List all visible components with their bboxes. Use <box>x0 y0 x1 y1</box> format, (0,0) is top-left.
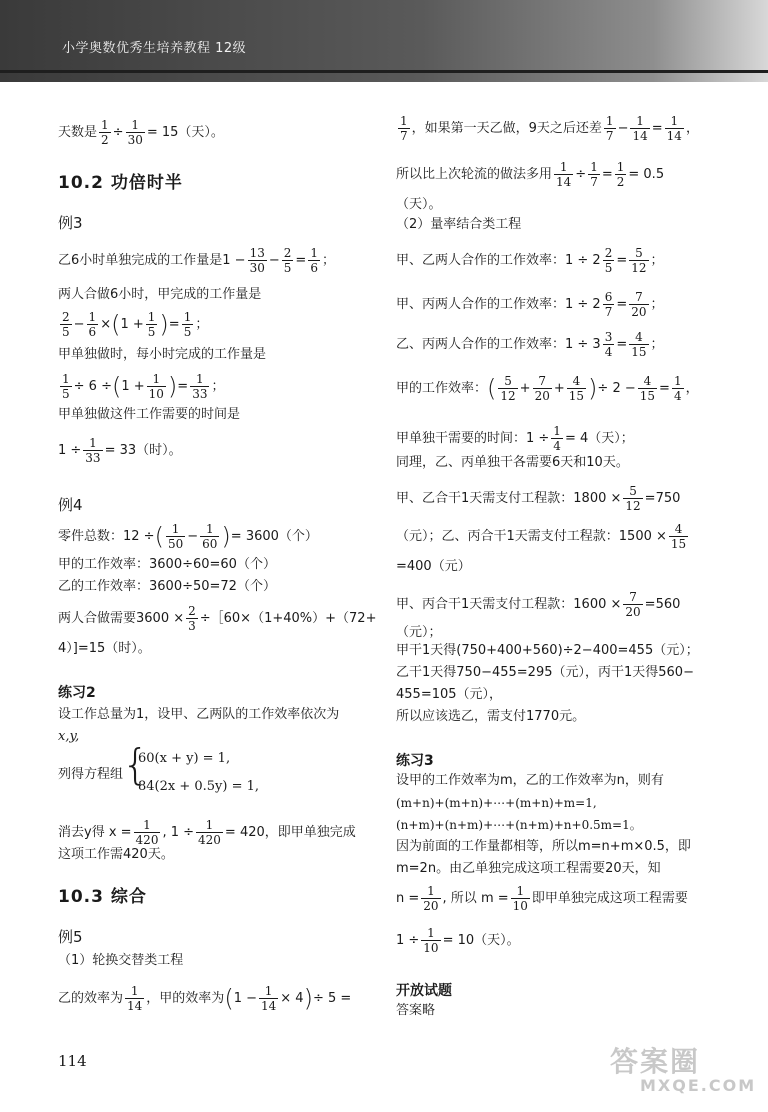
pr2-line-6: 这项工作需420天。 <box>58 847 174 862</box>
ex3-line-1: 乙6小时单独完成的工作量是1 − $\frac{13}{30}$ − $\frac{2}{5}$ = $\frac{1}{6}$ ； <box>58 246 335 275</box>
watermark-url: MXQE.COM <box>640 1076 757 1095</box>
open-question-heading: 开放试题 <box>396 983 452 999</box>
open-question-answer: 答案略 <box>396 1003 436 1018</box>
ex3-line-4: 甲单独做时，每小时完成的工作量是 <box>58 347 267 362</box>
pr3-line-3: (n+m)+(n+m)+⋯+(n+m)+n+0.5m=1。 <box>396 818 642 832</box>
r-line-5: 甲、乙两人合作的工作效率：1 ÷ 2 $\frac{2}{5}$ = $\frac{5}{12}$ ； <box>396 246 664 275</box>
pr2-line-1: 设工作总量为1，设甲、乙两队的工作效率依次为 <box>58 707 340 722</box>
practice-3-heading: 练习3 <box>396 753 434 769</box>
watermark-logo: 答案圈 <box>610 1045 701 1078</box>
r-line-16: 甲干1天得(750+400+560)÷2−400=455（元）； <box>396 643 699 658</box>
r-line-13: =400（元） <box>396 559 471 574</box>
pr3-line-2: (m+n)+(m+n)+⋯+(m+n)+m=1, <box>396 796 597 810</box>
r-line-11: 甲、乙合干1天需支付工程款：1800 × $\frac{5}{12}$ =750 <box>396 484 681 513</box>
pr2-equation-2: 84(2x + 0.5y) = 1, <box>138 779 260 794</box>
r-line-19: 所以应该选乙，需支付1770元。 <box>396 709 586 724</box>
r-line-1: $\frac{1}{7}$ ，如果第一天乙做，9天之后还差 $\frac{1}{7}$ − $\frac{1}{14}$ = $\frac{1}{14}$ ， <box>400 114 699 143</box>
pr2-line-5: 消去y得 x = $\frac{1}{420}$ , 1 ÷ $\frac{1}{420}$ = 420，即甲单独完成 <box>58 818 356 847</box>
r-line-18: 455=105（元）， <box>396 687 503 702</box>
header-band <box>0 0 768 82</box>
ex4-line-4: 两人合做需要3600 × $\frac{2}{3}$ ÷［60×（1+40%）+（72+ <box>58 604 377 633</box>
r-line-4: （2）量率结合类工程 <box>396 217 522 232</box>
example-3-heading: 例3 <box>58 214 83 232</box>
pr3-line-7: 1 ÷ $\frac{1}{10}$ = 10（天）。 <box>396 926 520 955</box>
section-10-3-heading: 10.3 综合 <box>58 887 147 907</box>
r-line-10: 同理，乙、丙单独干各需要6天和10天。 <box>396 455 629 470</box>
book-title: 小学奥数优秀生培养教程 12级 <box>62 41 247 56</box>
r-line-17: 乙干1天得750−455=295（元），丙干1天得560− <box>396 665 694 680</box>
pr3-line-4: 因为前面的工作量都相等，所以m=n+m×0.5，即 <box>396 839 691 854</box>
header-divider <box>0 70 768 73</box>
r-line-15: （元）； <box>396 625 442 640</box>
ex3-line-7: 1 ÷ $\frac{1}{33}$ = 33（时）。 <box>58 436 182 465</box>
example-5-heading: 例5 <box>58 928 83 946</box>
r-line-8: 甲的工作效率：( $\frac{5}{12}$ + $\frac{7}{20}$ + $\frac{4}{15}$ )÷ 2 − $\frac{4}{15}$ = $\frac{1}{4}$ ， <box>396 374 699 403</box>
r-line-2: 所以比上次轮流的做法多用 $\frac{1}{14}$ ÷ $\frac{1}{7}$ = $\frac{1}{2}$ = 0.5 <box>396 160 665 189</box>
ex3-line-5: $\frac{1}{5}$ ÷ 6 ÷(1 + $\frac{1}{10}$ )= $\frac{1}{33}$ ； <box>62 372 225 401</box>
page-number: 114 <box>58 1052 87 1070</box>
ex5-subheading: （1）轮换交替类工程 <box>58 953 184 968</box>
r-line-14: 甲、丙合干1天需支付工程款：1600 × $\frac{7}{20}$ =560 <box>396 590 681 619</box>
section-10-2-heading: 10.2 功倍时半 <box>58 173 183 193</box>
ex3-line-3: $\frac{2}{5}$ − $\frac{1}{6}$ ×(1 + $\frac{1}{5}$ )= $\frac{1}{5}$ ； <box>62 310 209 339</box>
r-line-9: 甲单独干需要的时间：1 ÷ $\frac{1}{4}$ = 4（天）； <box>396 424 634 453</box>
ex4-line-2: 甲的工作效率：3600÷60=60（个） <box>58 557 276 572</box>
r-line-3: （天）。 <box>396 197 442 212</box>
ex4-line-1: 零件总数：12 ÷( $\frac{1}{50}$ − $\frac{1}{60}$ )= 3600（个） <box>58 522 318 551</box>
r-line-12: （元）；乙、丙合干1天需支付工程款：1500 × $\frac{4}{15}$ <box>396 522 687 551</box>
pr2-line-2: x,y, <box>58 729 80 744</box>
ex3-line-2: 两人合做6小时，甲完成的工作量是 <box>58 287 262 302</box>
r-line-7: 乙、丙两人合作的工作效率：1 ÷ 3 $\frac{3}{4}$ = $\frac{4}{15}$ ； <box>396 330 664 359</box>
pr3-line-5: m=2n。由乙单独完成这项工程需要20天，知 <box>396 861 661 876</box>
pr2-system-label: 列得方程组 <box>58 767 124 782</box>
practice-2-heading: 练习2 <box>58 685 96 701</box>
ex3-line-6: 甲单独做这件工作需要的时间是 <box>58 407 241 422</box>
r-line-6: 甲、丙两人合作的工作效率：1 ÷ 2 $\frac{6}{7}$ = $\frac{7}{20}$ ； <box>396 290 664 319</box>
line-days: 天数是 $\frac{1}{2}$ ÷ $\frac{1}{30}$ = 15（天）。 <box>58 118 224 147</box>
pr3-line-1: 设甲的工作效率为m，乙的工作效率为n，则有 <box>396 773 664 788</box>
pr2-equation-1: 60(x + y) = 1, <box>138 751 231 766</box>
system-brace: { <box>122 740 149 789</box>
ex4-line-5: 4）]=15（时）。 <box>58 641 151 656</box>
pr3-line-6: n = $\frac{1}{20}$ , 所以 m = $\frac{1}{10}$ 即甲单独完成这项工程需要 <box>396 884 688 913</box>
example-4-heading: 例4 <box>58 496 83 514</box>
ex4-line-3: 乙的工作效率：3600÷50=72（个） <box>58 579 276 594</box>
ex5-line-1: 乙的效率为 $\frac{1}{14}$ ，甲的效率为(1 − $\frac{1}{14}$ × 4)÷ 5 = <box>58 984 352 1013</box>
